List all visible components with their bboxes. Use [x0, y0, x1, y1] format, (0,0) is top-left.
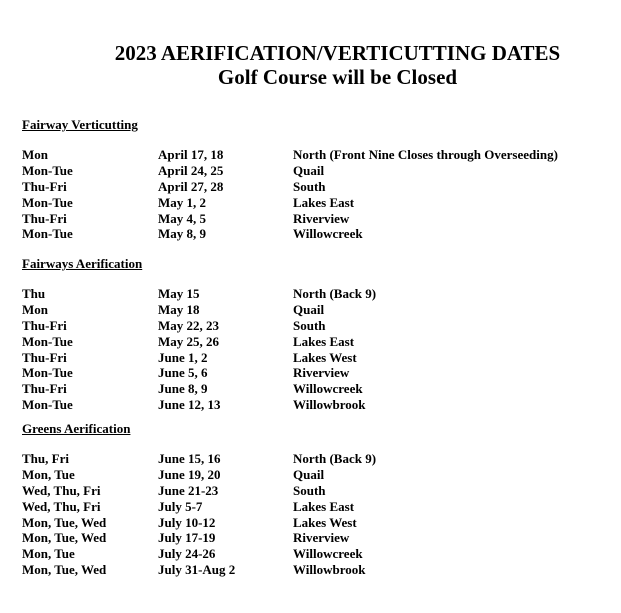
section-greens-aerification	[22, 421, 602, 578]
row-days: Thu-Fri	[22, 178, 67, 194]
row-course: Lakes East	[293, 333, 355, 349]
row-days: Mon	[22, 147, 48, 162]
row-dates: June 19, 20	[158, 466, 221, 482]
row-course: Willowcreek	[293, 546, 363, 562]
row-course: North (Front Nine Closes through Overseeding)	[293, 147, 558, 162]
row-days: Mon-Tue	[22, 333, 73, 349]
row-course: Lakes East	[293, 194, 355, 210]
section-heading: Fairway Verticutting	[22, 117, 138, 132]
row-days: Mon, Tue, Wed	[22, 514, 107, 530]
schedule-row	[22, 530, 602, 546]
row-dates: June 5, 6	[158, 365, 208, 381]
section-fairway-verticutting	[22, 117, 602, 242]
schedule-row	[22, 451, 602, 467]
row-days: Mon-Tue	[22, 162, 73, 178]
row-days: Mon, Tue, Wed	[22, 530, 107, 546]
schedule-row	[22, 483, 602, 499]
schedule-row	[22, 302, 602, 318]
row-dates: June 12, 13	[158, 397, 221, 413]
schedule-row	[22, 286, 602, 302]
row-course: Willowbrook	[293, 562, 366, 578]
row-days: Mon, Tue	[22, 546, 75, 562]
row-dates: May 1, 2	[158, 194, 207, 210]
schedule-row	[22, 318, 602, 334]
row-dates: May 22, 23	[158, 317, 220, 333]
schedule-row	[22, 350, 602, 366]
row-dates: July 24-26	[158, 546, 216, 562]
row-course: Willowbrook	[293, 397, 366, 413]
section-heading: Fairways Aerification	[22, 256, 143, 271]
row-course: Lakes West	[293, 349, 357, 365]
schedule-row	[22, 147, 602, 163]
row-days: Thu-Fri	[22, 349, 67, 365]
row-course: Riverview	[293, 210, 350, 226]
row-days: Thu-Fri	[22, 381, 67, 397]
schedule-row	[22, 515, 602, 531]
row-days: Thu-Fri	[22, 317, 67, 333]
row-course: South	[293, 178, 326, 194]
row-dates: April 24, 25	[158, 162, 224, 178]
row-days: Mon-Tue	[22, 194, 73, 210]
row-course: South	[293, 482, 326, 498]
row-course: Lakes East	[293, 498, 355, 514]
row-days: Mon, Tue, Wed	[22, 562, 107, 578]
schedule-row	[22, 365, 602, 381]
row-course: Quail	[293, 162, 325, 178]
page-title: 2023 AERIFICATION/VERTICUTTING DATES	[114, 41, 561, 65]
schedule-row	[22, 499, 602, 515]
row-dates: May 4, 5	[158, 210, 207, 226]
row-course: North (Back 9)	[293, 286, 377, 301]
row-dates: April 27, 28	[158, 178, 224, 194]
row-dates: May 18	[158, 301, 200, 317]
schedule-row	[22, 562, 602, 578]
row-dates: June 15, 16	[158, 451, 221, 466]
row-course: Willowcreek	[293, 381, 363, 397]
row-course: Quail	[293, 466, 325, 482]
row-dates: May 15	[158, 286, 200, 301]
row-dates: June 8, 9	[158, 381, 208, 397]
row-days: Thu-Fri	[22, 210, 67, 226]
schedule-row	[22, 211, 602, 227]
row-days: Wed, Thu, Fri	[22, 482, 101, 498]
schedule-row	[22, 467, 602, 483]
row-days: Thu, Fri	[22, 451, 69, 466]
page-subtitle: Golf Course will be Closed	[217, 65, 458, 89]
row-course: Riverview	[293, 365, 350, 381]
row-course: Willowcreek	[293, 226, 363, 242]
row-dates: July 17-19	[158, 530, 216, 546]
schedule-row	[22, 226, 602, 242]
row-days: Wed, Thu, Fri	[22, 498, 101, 514]
row-course: Quail	[293, 301, 325, 317]
schedule-row	[22, 179, 602, 195]
section-heading: Greens Aerification	[22, 421, 131, 436]
section-fairways-aerification	[22, 256, 602, 413]
row-days: Mon, Tue	[22, 466, 75, 482]
row-days: Mon-Tue	[22, 226, 73, 242]
row-dates: July 5-7	[158, 498, 203, 514]
schedule-row	[22, 163, 602, 179]
row-dates: April 17, 18	[158, 147, 224, 162]
row-course: Riverview	[293, 530, 350, 546]
row-course: South	[293, 317, 326, 333]
row-dates: June 21-23	[158, 482, 219, 498]
row-days: Thu	[22, 286, 46, 301]
row-days: Mon-Tue	[22, 397, 73, 413]
row-dates: June 1, 2	[158, 349, 208, 365]
row-dates: July 10-12	[158, 514, 216, 530]
row-days: Mon-Tue	[22, 365, 73, 381]
schedule-row	[22, 546, 602, 562]
schedule-row	[22, 381, 602, 397]
row-days: Mon	[22, 301, 48, 317]
row-course: Lakes West	[293, 514, 357, 530]
row-dates: May 8, 9	[158, 226, 207, 242]
schedule-row	[22, 195, 602, 211]
row-dates: May 25, 26	[158, 333, 220, 349]
row-dates: July 31-Aug 2	[158, 562, 236, 578]
schedule-row	[22, 397, 602, 413]
row-course: North (Back 9)	[293, 451, 377, 466]
schedule-row	[22, 334, 602, 350]
